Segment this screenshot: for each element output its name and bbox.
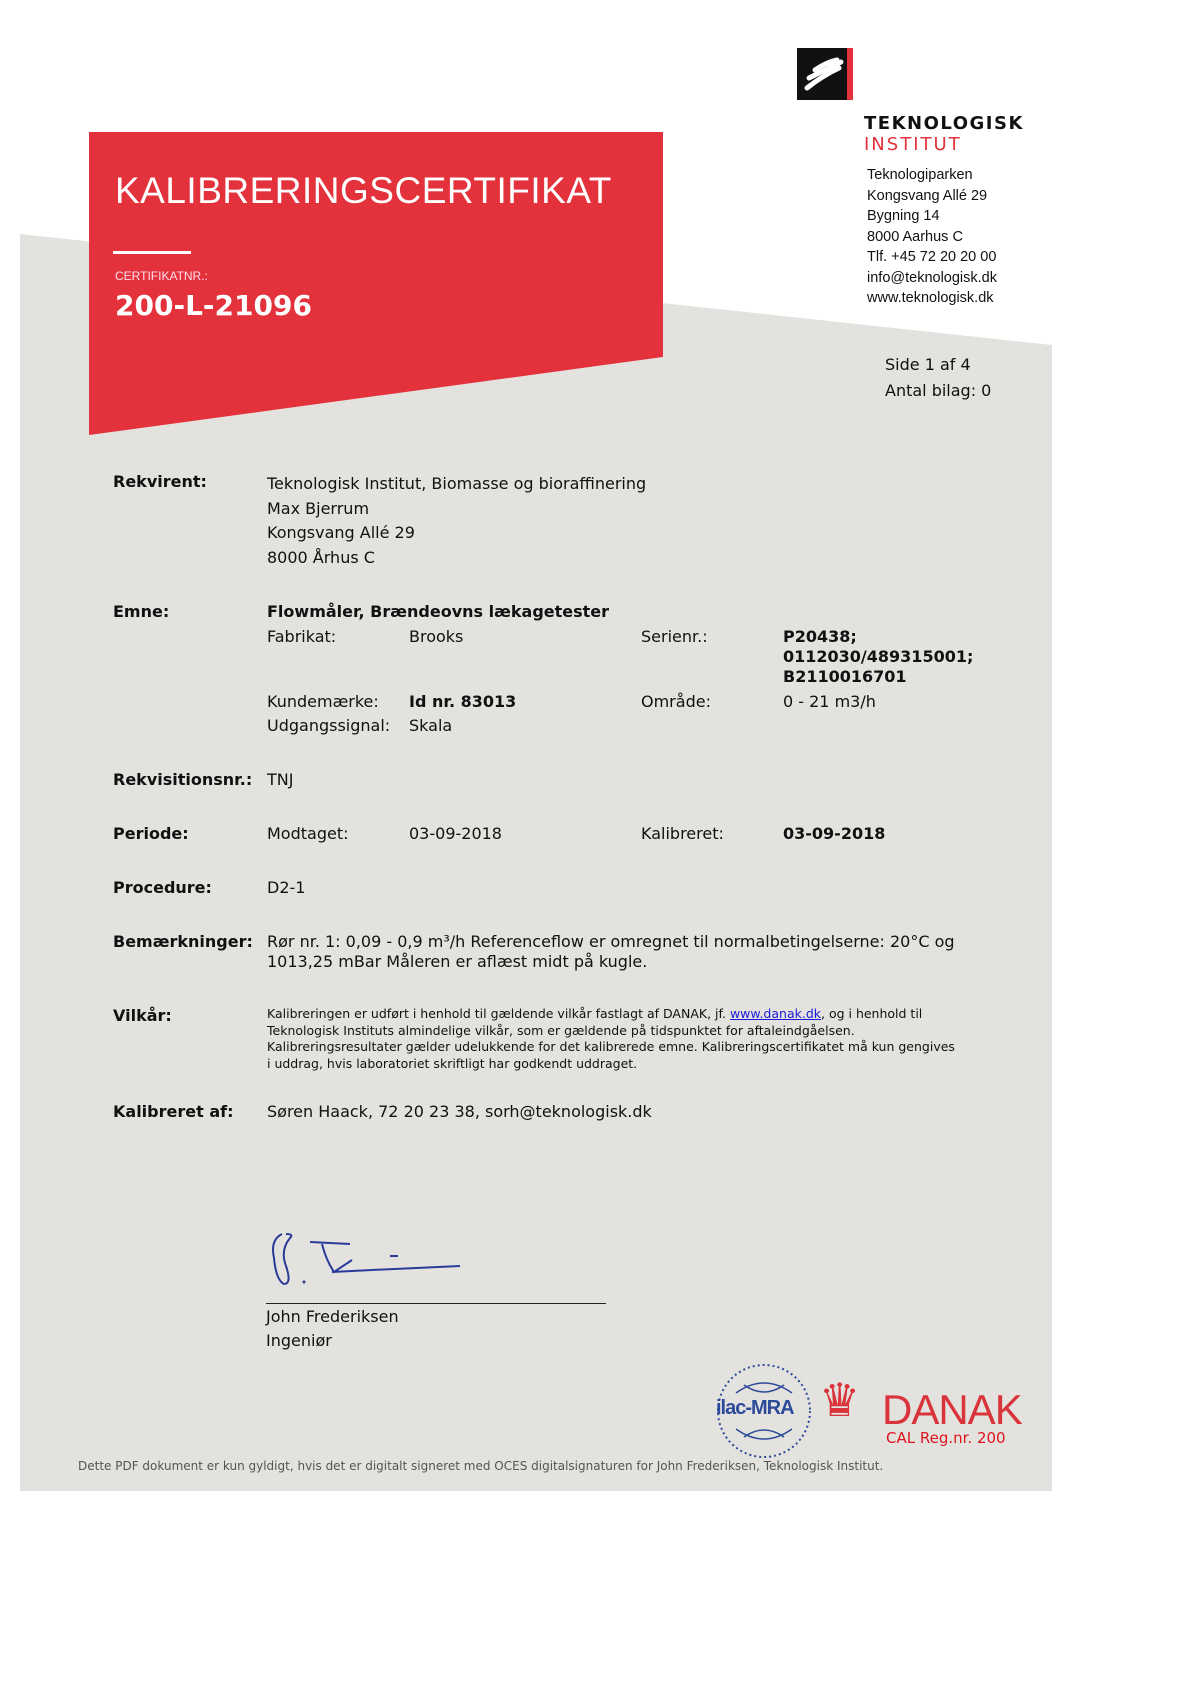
kalibreret-value: 03-09-2018 [783, 824, 886, 843]
omraade-value: 0 - 21 m3/h [783, 692, 876, 711]
kundemaerke-label: Kundemærke: [267, 692, 379, 711]
udgangssignal-value: Skala [409, 716, 453, 735]
kalibreret-af-label: Kalibreret af: [113, 1102, 234, 1121]
cal-reg-number: CAL Reg.nr. 200 [886, 1429, 1006, 1447]
serienr-line: 0112030/489315001; [783, 647, 974, 666]
rekvirent-line: Teknologisk Institut, Biomasse og bioraffinering [267, 474, 647, 493]
rekvisition-value: TNJ [267, 770, 294, 789]
serienr-label: Serienr.: [641, 627, 708, 646]
cert-number: 200-L-21096 [115, 289, 312, 322]
address-email: info@teknologisk.dk [867, 269, 997, 286]
vilkaar-line: Teknologisk Instituts almindelige vilkår, som er gældende på tidspunktet for aftaleindgåelsen. [267, 1022, 855, 1038]
title-underline [113, 251, 191, 254]
vilkaar-label: Vilkår: [113, 1006, 172, 1025]
ilac-mra-text: ilac-MRA [716, 1397, 794, 1419]
vilkaar-text-post: , og i henhold til [821, 1006, 923, 1021]
page-number: Side 1 af 4 [885, 355, 971, 374]
fabrikat-label: Fabrikat: [267, 627, 337, 646]
vilkaar-line [267, 1006, 955, 1023]
procedure-value: D2-1 [267, 878, 306, 897]
rekvisition-label: Rekvisitionsnr.: [113, 770, 253, 789]
rekvirent-line: 8000 Århus C [267, 548, 375, 568]
procedure-label: Procedure: [113, 878, 212, 897]
address-line: 8000 Aarhus C [867, 228, 963, 245]
signature-line [266, 1303, 606, 1304]
serienr-line: B2110016701 [783, 667, 907, 686]
org-name-line2: INSTITUT [864, 134, 962, 155]
kalibreret-label: Kalibreret: [641, 824, 724, 843]
address-line: Bygning 14 [867, 208, 940, 224]
signature-image [262, 1230, 462, 1292]
cert-number-label: CERTIFIKATNR.: [115, 269, 208, 283]
vilkaar-line: Kalibreringsresultater gælder udelukkende for det kalibrerede emne. Kalibreringscertifikatet må kun gengives [267, 1039, 955, 1054]
rekvirent-line: Max Bjerrum [267, 498, 370, 518]
danak-link[interactable]: www.danak.dk [729, 1006, 821, 1021]
vilkaar-line: i uddrag, hvis laboratoriet skriftligt har godkendt uddraget. [267, 1055, 638, 1071]
serienr-line: P20438; [783, 627, 857, 646]
emne-label: Emne: [113, 602, 170, 621]
periode-label: Periode: [113, 824, 189, 843]
emne-value: Flowmåler, Brændeovns lækagetester [267, 602, 610, 621]
attachment-count: Antal bilag: 0 [885, 381, 992, 400]
org-name-line1: TEKNOLOGISK [864, 113, 1024, 134]
org-address [867, 165, 997, 309]
fabrikat-value: Brooks [409, 627, 464, 646]
omraade-label: Område: [641, 692, 711, 711]
signer-title: Ingeniør [266, 1331, 332, 1350]
teknologisk-logo-icon [797, 48, 853, 100]
udgangssignal-label: Udgangssignal: [267, 716, 391, 735]
rekvirent-line: Kongsvang Allé 29 [267, 523, 415, 543]
serienr-value [783, 627, 973, 687]
modtaget-value: 03-09-2018 [409, 824, 502, 843]
bemaerkninger-label: Bemærkninger: [113, 932, 253, 951]
modtaget-label: Modtaget: [267, 824, 349, 843]
crown-icon: ♛ [819, 1373, 861, 1427]
vilkaar-text-pre: Kalibreringen er udført i henhold til gældende vilkår fastlagt af DANAK, jf. [267, 1006, 730, 1021]
danak-logo: DANAK [882, 1386, 1022, 1433]
address-line: Kongsvang Allé 29 [867, 187, 988, 204]
address-line: Teknologiparken [867, 167, 973, 183]
signer-name: John Frederiksen [266, 1307, 399, 1326]
address-website: www.teknologisk.dk [867, 290, 994, 306]
address-phone: Tlf. +45 72 20 20 00 [867, 249, 997, 265]
kundemaerke-value: Id nr. 83013 [409, 692, 517, 711]
kalibreret-af-value: Søren Haack, 72 20 23 38, sorh@teknologisk.dk [267, 1102, 652, 1121]
rekvirent-label: Rekvirent: [113, 472, 207, 491]
bemaerkninger-line: 1013,25 mBar Måleren er aflæst midt på kugle. [267, 951, 648, 971]
page-title: KALIBRERINGSCERTIFIKAT [115, 170, 612, 211]
ilac-mra-logo-icon [714, 1363, 814, 1459]
vilkaar-text [267, 1006, 955, 1072]
bemaerkninger-value [267, 932, 955, 971]
rekvirent-value [267, 472, 646, 571]
bemaerkninger-line: Rør nr. 1: 0,09 - 0,9 m³/h Referenceflow er omregnet til normalbetingelserne: 20°C og [267, 932, 955, 951]
footer-note: Dette PDF dokument er kun gyldigt, hvis det er digitalt signeret med OCES digitalsignaturen for John Frederiksen, Teknologisk Institut. [78, 1459, 884, 1473]
